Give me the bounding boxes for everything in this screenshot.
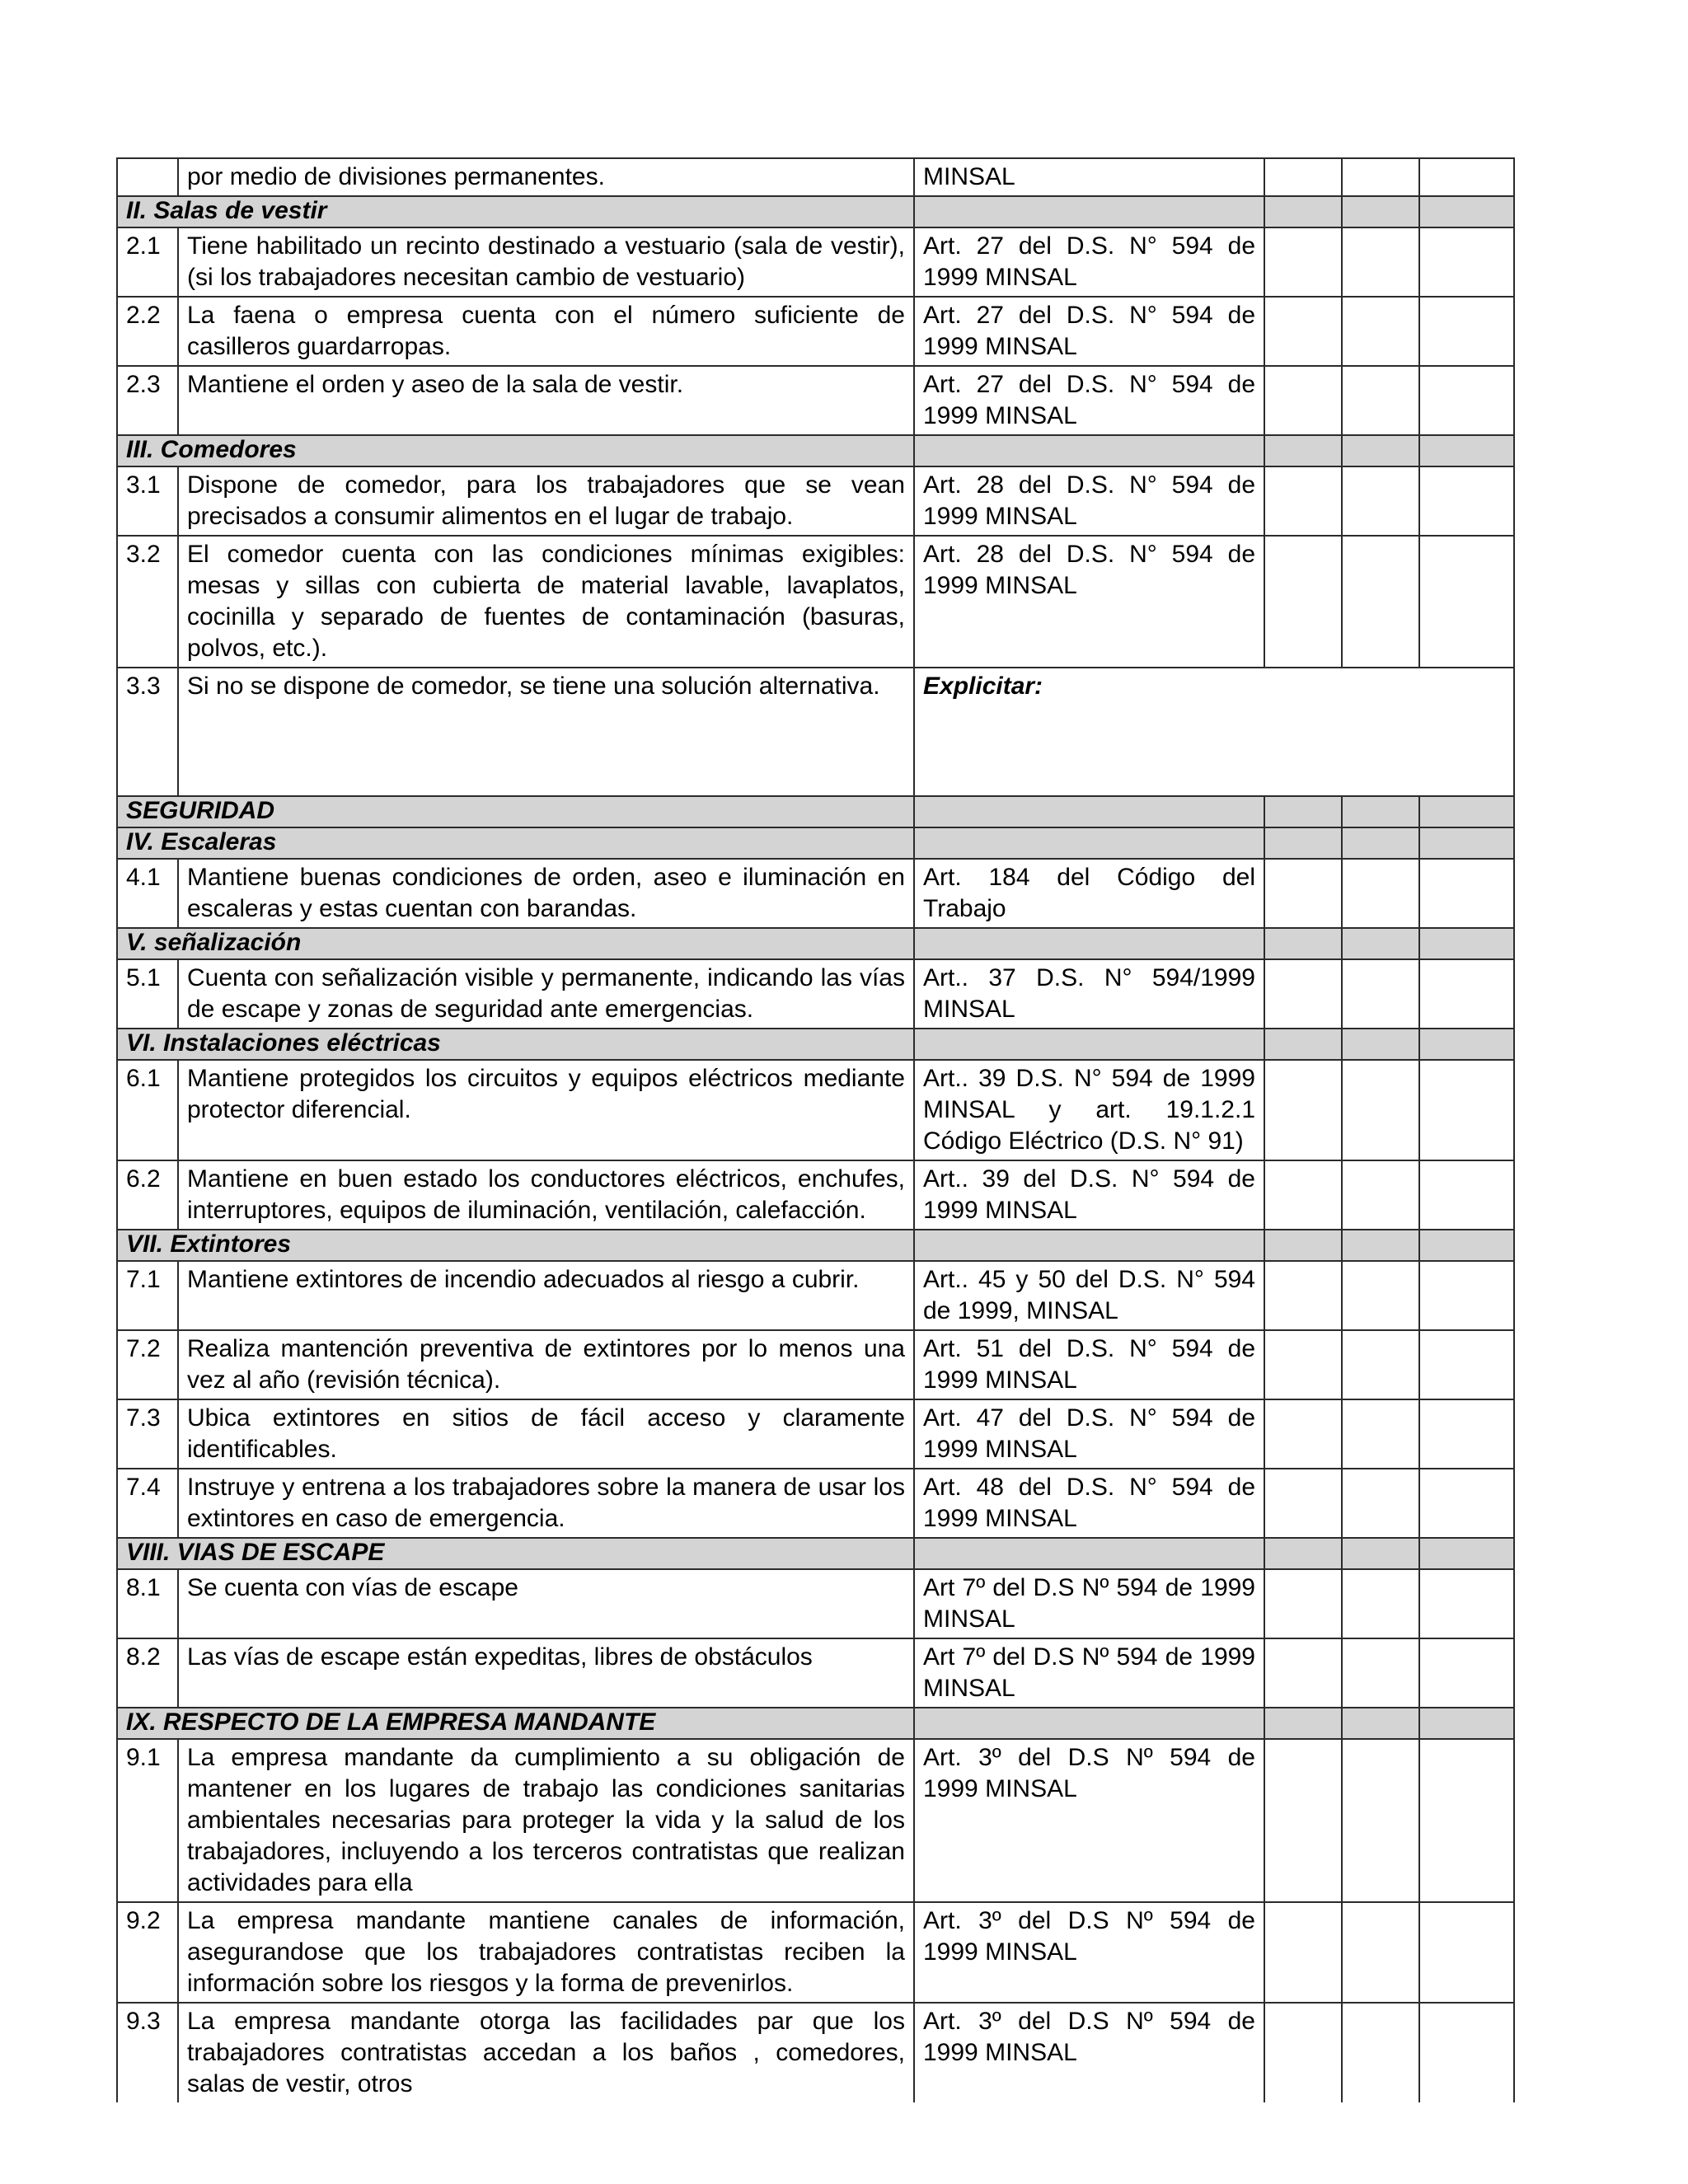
item-description: por medio de divisiones permanentes.: [178, 158, 914, 196]
check-cell: [1419, 2003, 1514, 2102]
check-cell: [1419, 196, 1514, 227]
table-row: [117, 1060, 1514, 1160]
check-cell: [1342, 297, 1419, 366]
check-cell: [1342, 1399, 1419, 1469]
legal-reference: Art. 47 del D.S. N° 594 de 1999 MINSAL: [914, 1399, 1264, 1469]
section-header-row: [117, 435, 1514, 466]
checklist-body: [117, 158, 1514, 2102]
check-cell: [1264, 366, 1342, 435]
legal-reference: Art. 184 del Código del Trabajo: [914, 859, 1264, 928]
item-description: Ubica extintores en sitios de fácil acceso y claramente identificables.: [178, 1399, 914, 1469]
section-header-row: [117, 1538, 1514, 1569]
check-cell: [1264, 2003, 1342, 2102]
check-cell: [1419, 959, 1514, 1029]
table-row: [117, 297, 1514, 366]
item-description: Mantiene en buen estado los conductores eléctricos, enchufes, interruptores, equipos de iluminación, ventilación, calefacción.: [178, 1160, 914, 1230]
check-cell: [1264, 796, 1342, 827]
check-cell: [1264, 928, 1342, 959]
check-cell: [1264, 1538, 1342, 1569]
check-cell: [1419, 1060, 1514, 1160]
check-cell: [1342, 1538, 1419, 1569]
item-description: Mantiene extintores de incendio adecuados al riesgo a cubrir.: [178, 1261, 914, 1330]
item-description: Se cuenta con vías de escape: [178, 1569, 914, 1638]
item-description: Instruye y entrena a los trabajadores sobre la manera de usar los extintores en caso de emergencia.: [178, 1469, 914, 1538]
item-description: Dispone de comedor, para los trabajadores que se vean precisados a consumir alimentos en el lugar de trabajo.: [178, 466, 914, 536]
legal-reference: Art. 51 del D.S. N° 594 de 1999 MINSAL: [914, 1330, 1264, 1399]
check-cell: [1342, 1230, 1419, 1261]
item-description: Cuenta con señalización visible y permanente, indicando las vías de escape y zonas de seguridad ante emergencias.: [178, 959, 914, 1029]
reference-cell: [914, 435, 1264, 466]
check-cell: [1342, 859, 1419, 928]
item-number: 6.2: [117, 1160, 178, 1230]
item-description: La faena o empresa cuenta con el número suficiente de casilleros guardarropas.: [178, 297, 914, 366]
check-cell: [1419, 1739, 1514, 1902]
section-header-row: [117, 827, 1514, 859]
check-cell: [1419, 1569, 1514, 1638]
check-cell: [1419, 859, 1514, 928]
check-cell: [1419, 435, 1514, 466]
table-row: [117, 227, 1514, 297]
table-row: [117, 859, 1514, 928]
item-description: Si no se dispone de comedor, se tiene una solución alternativa.: [178, 668, 914, 796]
check-cell: [1342, 796, 1419, 827]
check-cell: [1419, 1638, 1514, 1708]
item-description: El comedor cuenta con las condiciones mínimas exigibles: mesas y sillas con cubierta de material lavable, lavaplatos, cocinilla y separado de fuentes de contaminación (basuras, polvos, etc.).: [178, 536, 914, 668]
item-number: 7.4: [117, 1469, 178, 1538]
check-cell: [1419, 227, 1514, 297]
section-header-row: [117, 1708, 1514, 1739]
check-cell: [1264, 1638, 1342, 1708]
check-cell: [1264, 1029, 1342, 1060]
check-cell: [1264, 158, 1342, 196]
check-cell: [1264, 1469, 1342, 1538]
check-cell: [1419, 158, 1514, 196]
item-description: Mantiene buenas condiciones de orden, aseo e iluminación en escaleras y estas cuentan con barandas.: [178, 859, 914, 928]
table-row: [117, 668, 1514, 796]
check-cell: [1264, 959, 1342, 1029]
table-row: [117, 1569, 1514, 1638]
item-number: 2.1: [117, 227, 178, 297]
legal-reference: Art. 3º del D.S Nº 594 de 1999 MINSAL: [914, 2003, 1264, 2102]
check-cell: [1342, 1708, 1419, 1739]
reference-cell: [914, 1230, 1264, 1261]
legal-reference: Art.. 39 D.S. N° 594 de 1999 MINSAL y art. 19.1.2.1 Código Eléctrico (D.S. N° 91): [914, 1060, 1264, 1160]
check-cell: [1264, 1739, 1342, 1902]
check-cell: [1342, 1261, 1419, 1330]
item-number: 9.2: [117, 1902, 178, 2003]
item-description: Mantiene el orden y aseo de la sala de vestir.: [178, 366, 914, 435]
check-cell: [1419, 1029, 1514, 1060]
section-header-row: [117, 796, 1514, 827]
table-row: [117, 366, 1514, 435]
reference-cell: [914, 1708, 1264, 1739]
check-cell: [1419, 297, 1514, 366]
check-cell: [1264, 1708, 1342, 1739]
item-number: 3.3: [117, 668, 178, 796]
legal-reference: Art. 3º del D.S Nº 594 de 1999 MINSAL: [914, 1739, 1264, 1902]
reference-cell: [914, 827, 1264, 859]
checklist-table: [116, 157, 1515, 2102]
table-row: [117, 2003, 1514, 2102]
check-cell: [1419, 1330, 1514, 1399]
check-cell: [1264, 1230, 1342, 1261]
check-cell: [1342, 1739, 1419, 1902]
item-number: 8.2: [117, 1638, 178, 1708]
item-description: Mantiene protegidos los circuitos y equipos eléctricos mediante protector diferencial.: [178, 1060, 914, 1160]
check-cell: [1342, 435, 1419, 466]
reference-cell: [914, 196, 1264, 227]
legal-reference: Art.. 45 y 50 del D.S. N° 594 de 1999, MINSAL: [914, 1261, 1264, 1330]
item-number: 3.2: [117, 536, 178, 668]
section-title: II. Salas de vestir: [117, 196, 914, 227]
item-description: La empresa mandante da cumplimiento a su obligación de mantener en los lugares de trabajo las condiciones sanitarias ambientales necesarias para proteger la vida y la salud de los trabajadores, incluyendo a los terceros contratistas que realizan actividades para ella: [178, 1739, 914, 1902]
check-cell: [1419, 1261, 1514, 1330]
check-cell: [1419, 1538, 1514, 1569]
check-cell: [1342, 227, 1419, 297]
item-number: 6.1: [117, 1060, 178, 1160]
table-row: [117, 1399, 1514, 1469]
section-header-row: [117, 1029, 1514, 1060]
check-cell: [1342, 1160, 1419, 1230]
check-cell: [1264, 1902, 1342, 2003]
legal-reference: Art. 28 del D.S. N° 594 de 1999 MINSAL: [914, 466, 1264, 536]
table-row: [117, 158, 1514, 196]
legal-reference: Art. 48 del D.S. N° 594 de 1999 MINSAL: [914, 1469, 1264, 1538]
section-header-row: [117, 928, 1514, 959]
check-cell: [1264, 1160, 1342, 1230]
item-number: 9.1: [117, 1739, 178, 1902]
check-cell: [1342, 366, 1419, 435]
check-cell: [1342, 1902, 1419, 2003]
check-cell: [1264, 827, 1342, 859]
check-cell: [1342, 2003, 1419, 2102]
check-cell: [1264, 1261, 1342, 1330]
item-number: 7.1: [117, 1261, 178, 1330]
section-header-row: [117, 1230, 1514, 1261]
check-cell: [1264, 1569, 1342, 1638]
check-cell: [1419, 827, 1514, 859]
section-header-row: [117, 196, 1514, 227]
check-cell: [1264, 1330, 1342, 1399]
check-cell: [1264, 1399, 1342, 1469]
table-row: [117, 1330, 1514, 1399]
check-cell: [1419, 536, 1514, 668]
check-cell: [1342, 1060, 1419, 1160]
check-cell: [1419, 1902, 1514, 2003]
table-row: [117, 1638, 1514, 1708]
legal-reference: Art. 27 del D.S. N° 594 de 1999 MINSAL: [914, 366, 1264, 435]
section-title: IX. RESPECTO DE LA EMPRESA MANDANTE: [117, 1708, 914, 1739]
item-number: 2.2: [117, 297, 178, 366]
check-cell: [1419, 796, 1514, 827]
check-cell: [1342, 1569, 1419, 1638]
table-row: [117, 1160, 1514, 1230]
item-description: La empresa mandante otorga las facilidades par que los trabajadores contratistas accedan a los baños , comedores, salas de vestir, otros: [178, 2003, 914, 2102]
item-number: 3.1: [117, 466, 178, 536]
check-cell: [1342, 1029, 1419, 1060]
table-row: [117, 1261, 1514, 1330]
item-number: 7.2: [117, 1330, 178, 1399]
table-row: [117, 536, 1514, 668]
legal-reference: Art. 3º del D.S Nº 594 de 1999 MINSAL: [914, 1902, 1264, 2003]
item-number: 9.3: [117, 2003, 178, 2102]
check-cell: [1264, 466, 1342, 536]
legal-reference: MINSAL: [914, 158, 1264, 196]
check-cell: [1419, 928, 1514, 959]
item-description: La empresa mandante mantiene canales de información, asegurandose que los trabajadores contratistas reciben la información sobre los riesgos y la forma de prevenirlos.: [178, 1902, 914, 2003]
check-cell: [1342, 158, 1419, 196]
legal-reference: Art.. 39 del D.S. N° 594 de 1999 MINSAL: [914, 1160, 1264, 1230]
check-cell: [1342, 1469, 1419, 1538]
check-cell: [1419, 1230, 1514, 1261]
section-title: III. Comedores: [117, 435, 914, 466]
check-cell: [1342, 928, 1419, 959]
item-number: 4.1: [117, 859, 178, 928]
item-description: Tiene habilitado un recinto destinado a vestuario (sala de vestir), (si los trabajadores necesitan cambio de vestuario): [178, 227, 914, 297]
check-cell: [1342, 1638, 1419, 1708]
legal-reference: Art.. 37 D.S. N° 594/1999 MINSAL: [914, 959, 1264, 1029]
section-title: SEGURIDAD: [117, 796, 914, 827]
check-cell: [1419, 366, 1514, 435]
check-cell: [1419, 1160, 1514, 1230]
check-cell: [1264, 297, 1342, 366]
check-cell: [1419, 466, 1514, 536]
item-number: 2.3: [117, 366, 178, 435]
legal-reference: Art. 27 del D.S. N° 594 de 1999 MINSAL: [914, 227, 1264, 297]
check-cell: [1264, 196, 1342, 227]
check-cell: [1342, 466, 1419, 536]
legal-reference: Art. 28 del D.S. N° 594 de 1999 MINSAL: [914, 536, 1264, 668]
table-row: [117, 959, 1514, 1029]
check-cell: [1342, 827, 1419, 859]
check-cell: [1419, 1469, 1514, 1538]
explicitar-label: Explicitar:: [923, 673, 1043, 700]
table-row: [117, 1739, 1514, 1902]
table-row: [117, 1469, 1514, 1538]
legal-reference: Art 7º del D.S Nº 594 de 1999 MINSAL: [914, 1638, 1264, 1708]
check-cell: [1264, 859, 1342, 928]
section-title: VII. Extintores: [117, 1230, 914, 1261]
explicitar-cell: [914, 668, 1514, 796]
check-cell: [1264, 227, 1342, 297]
check-cell: [1342, 959, 1419, 1029]
check-cell: [1342, 1330, 1419, 1399]
reference-cell: [914, 928, 1264, 959]
section-title: VI. Instalaciones eléctricas: [117, 1029, 914, 1060]
check-cell: [1264, 435, 1342, 466]
check-cell: [1264, 1060, 1342, 1160]
table-row: [117, 466, 1514, 536]
reference-cell: [914, 1538, 1264, 1569]
reference-cell: [914, 1029, 1264, 1060]
section-title: VIII. VIAS DE ESCAPE: [117, 1538, 914, 1569]
section-title: V. señalización: [117, 928, 914, 959]
legal-reference: Art 7º del D.S Nº 594 de 1999 MINSAL: [914, 1569, 1264, 1638]
item-number: 8.1: [117, 1569, 178, 1638]
check-cell: [1342, 536, 1419, 668]
item-number: 5.1: [117, 959, 178, 1029]
check-cell: [1419, 1399, 1514, 1469]
item-description: Realiza mantención preventiva de extintores por lo menos una vez al año (revisión técnica).: [178, 1330, 914, 1399]
check-cell: [1342, 196, 1419, 227]
section-title: IV. Escaleras: [117, 827, 914, 859]
check-cell: [1419, 1708, 1514, 1739]
reference-cell: [914, 796, 1264, 827]
item-number: 7.3: [117, 1399, 178, 1469]
check-cell: [1264, 536, 1342, 668]
legal-reference: Art. 27 del D.S. N° 594 de 1999 MINSAL: [914, 297, 1264, 366]
table-row: [117, 1902, 1514, 2003]
item-number: [117, 158, 178, 196]
item-description: Las vías de escape están expeditas, libres de obstáculos: [178, 1638, 914, 1708]
